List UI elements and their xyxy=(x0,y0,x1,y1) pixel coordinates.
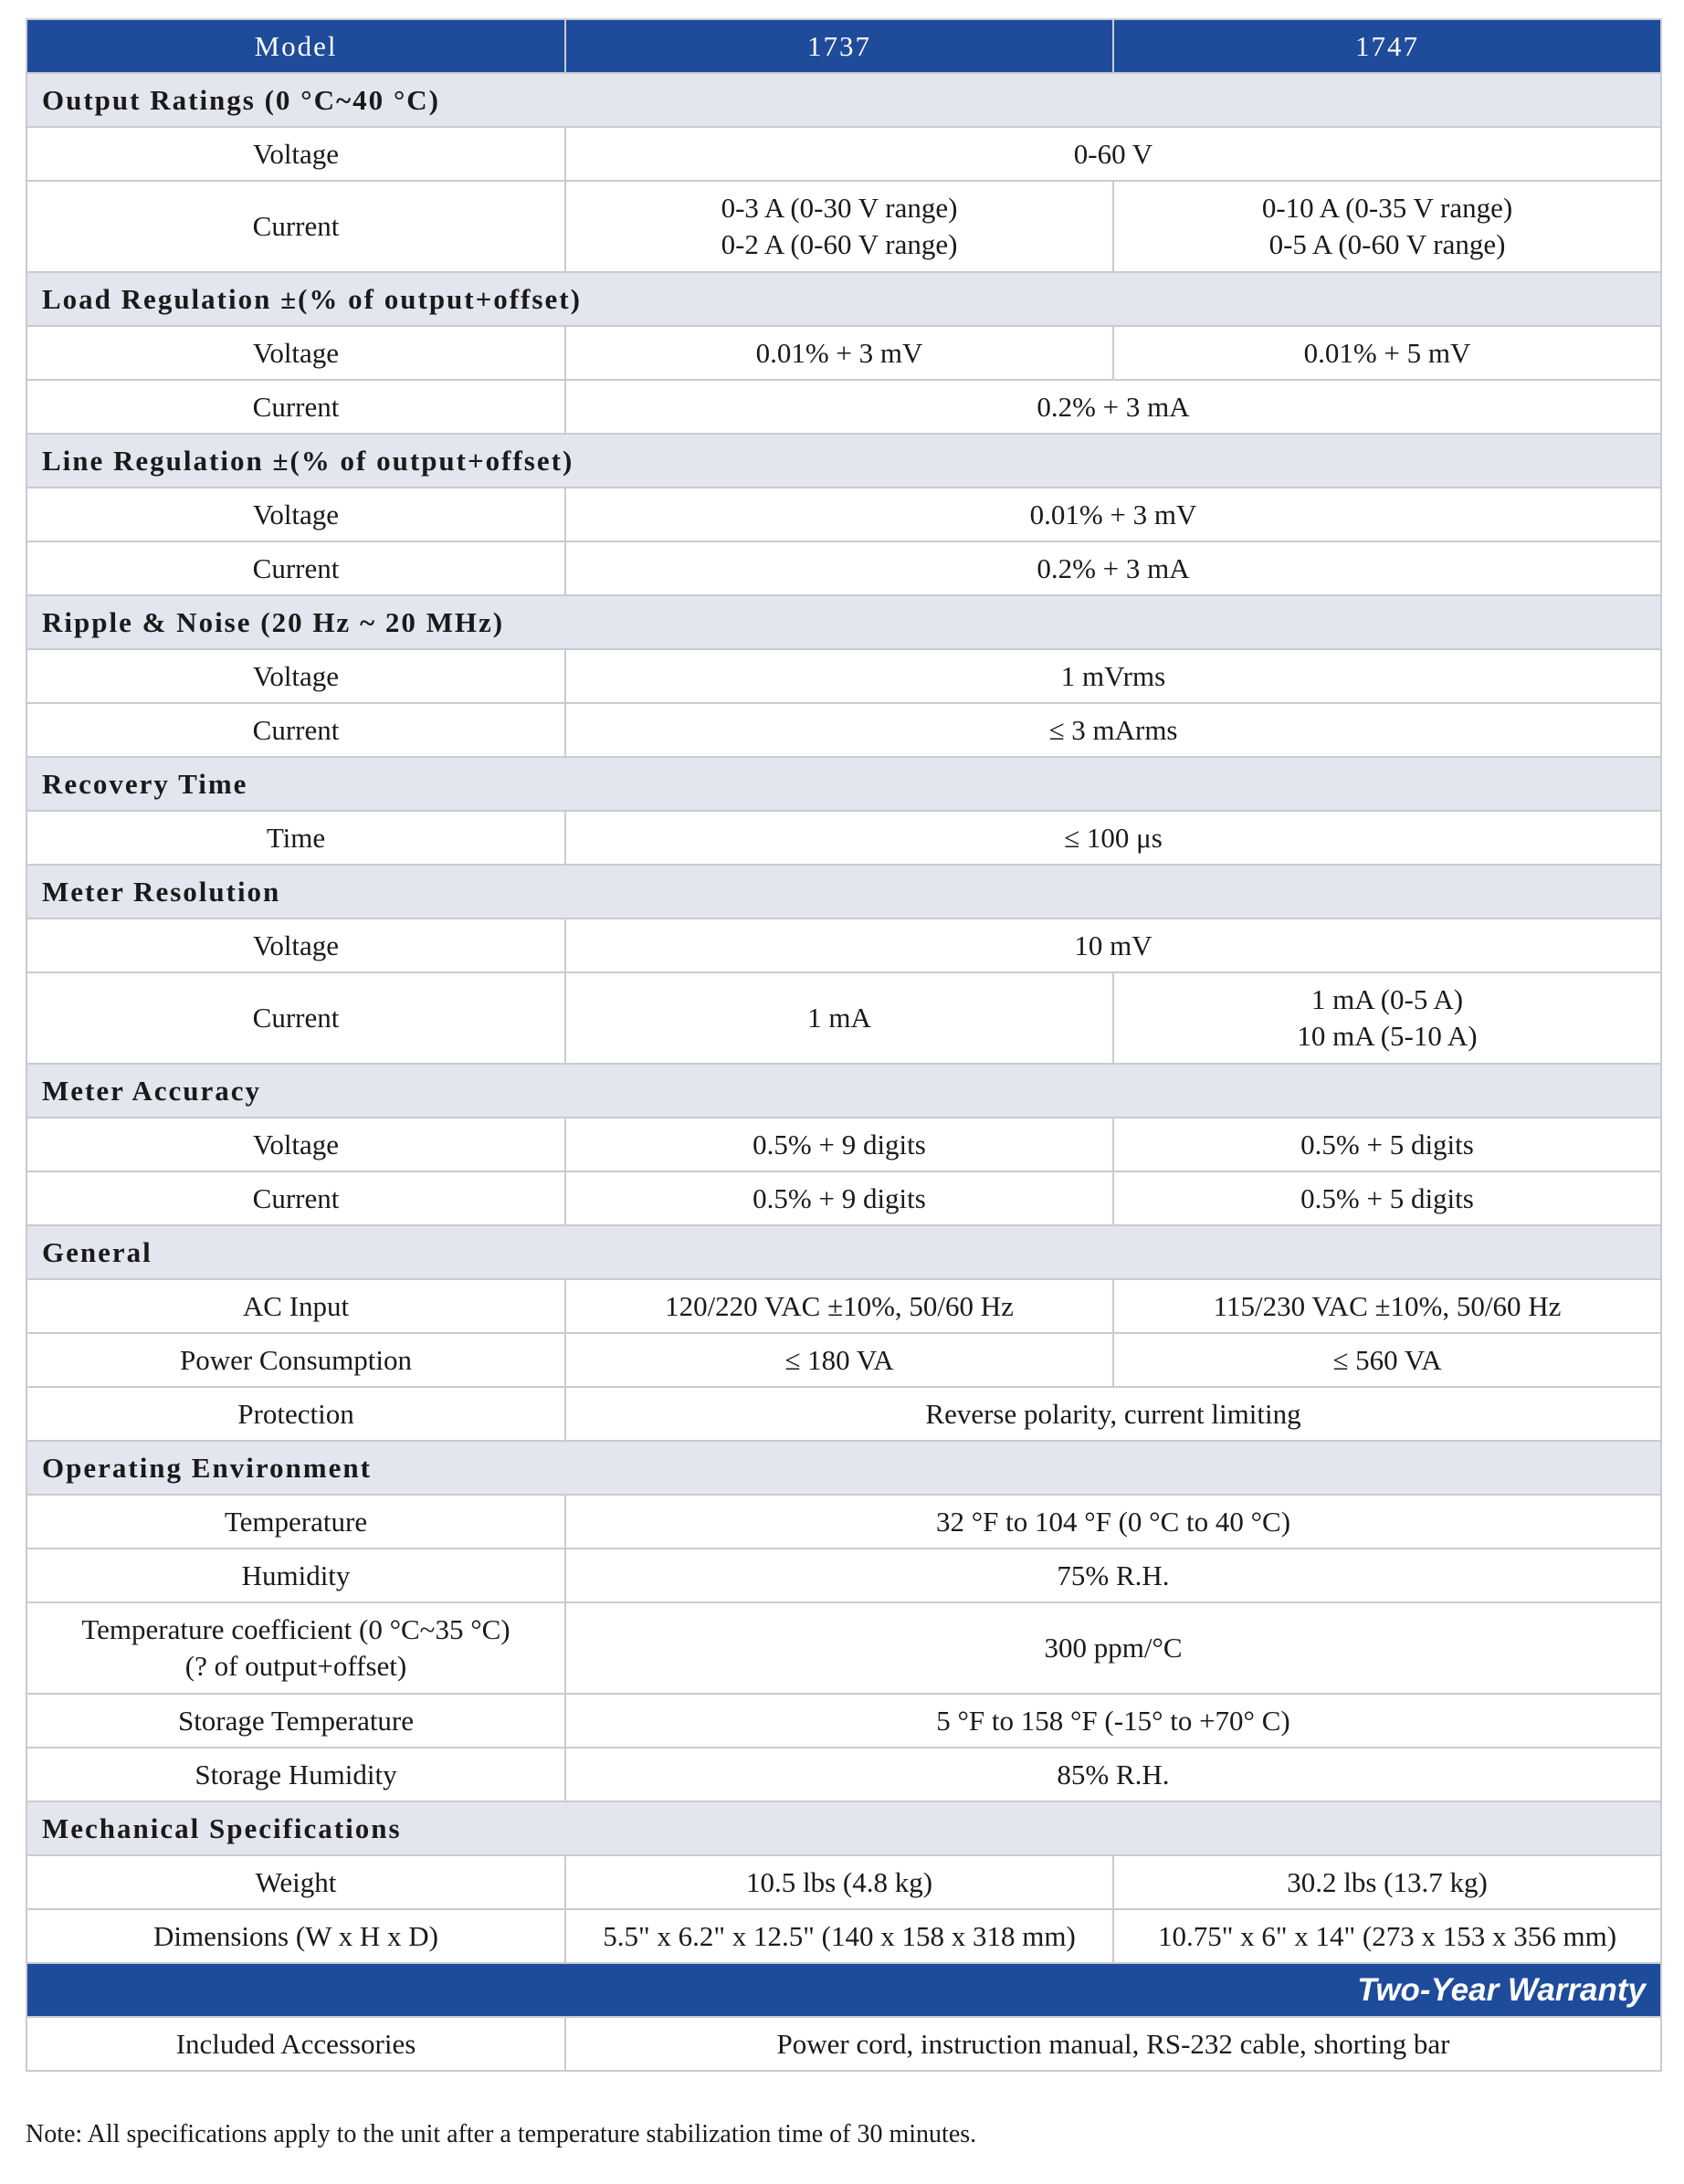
table-row xyxy=(26,1387,1661,1441)
section-mechanical xyxy=(26,1801,1661,1855)
cell-1737: 0.5% + 9 digits xyxy=(565,1118,1113,1171)
table-row xyxy=(26,1495,1661,1549)
section-title: Output Ratings (0 °C~40 °C) xyxy=(26,73,1661,127)
table-row xyxy=(26,2017,1661,2071)
cell-line: 0-2 A (0-60 V range) xyxy=(721,228,958,260)
row-label: Voltage xyxy=(26,1118,565,1171)
cell-1747: 0.5% + 5 digits xyxy=(1113,1118,1661,1171)
cell-1747 xyxy=(1113,972,1661,1064)
section-title: Meter Resolution xyxy=(26,865,1661,919)
table-row xyxy=(26,972,1661,1064)
warranty-row xyxy=(26,1963,1661,2017)
cell-1747: 0.01% + 5 mV xyxy=(1113,326,1661,380)
cell-1747: 30.2 lbs (13.7 kg) xyxy=(1113,1855,1661,1909)
cell-line: 10 mA (5-10 A) xyxy=(1297,1020,1478,1052)
section-recovery-time xyxy=(26,757,1661,811)
table-row xyxy=(26,1549,1661,1602)
row-label: Storage Temperature xyxy=(26,1694,565,1748)
row-label: Dimensions (W x H x D) xyxy=(26,1909,565,1963)
cell-value: 0-60 V xyxy=(565,127,1661,181)
row-label: Current xyxy=(26,380,565,434)
cell-1747: 115/230 VAC ±10%, 50/60 Hz xyxy=(1113,1279,1661,1333)
cell-1737: 0.5% + 9 digits xyxy=(565,1171,1113,1225)
row-label: Temperature xyxy=(26,1495,565,1549)
row-label-line: Temperature coefficient (0 °C~35 °C) xyxy=(81,1613,510,1645)
table-row xyxy=(26,488,1661,541)
section-title: Mechanical Specifications xyxy=(26,1801,1661,1855)
cell-value: Reverse polarity, current limiting xyxy=(565,1387,1661,1441)
row-label: Weight xyxy=(26,1855,565,1909)
cell-value: 1 mVrms xyxy=(565,649,1661,703)
cell-value: 300 ppm/°C xyxy=(565,1602,1661,1694)
section-load-regulation xyxy=(26,272,1661,326)
footnote: Note: All specifications apply to the unit after a temperature stabilization time of 30 minutes. xyxy=(26,2120,977,2148)
cell-value: Power cord, instruction manual, RS-232 cable, shorting bar xyxy=(565,2017,1661,2071)
row-label: Current xyxy=(26,703,565,757)
row-label xyxy=(26,1602,565,1694)
row-label: Included Accessories xyxy=(26,2017,565,2071)
cell-line: 1 mA (0-5 A) xyxy=(1310,983,1464,1015)
section-title: Recovery Time xyxy=(26,757,1661,811)
row-label: Protection xyxy=(26,1387,565,1441)
table-row xyxy=(26,181,1661,272)
section-general xyxy=(26,1225,1661,1279)
cell-value: 32 °F to 104 °F (0 °C to 40 °C) xyxy=(565,1495,1661,1549)
table-row xyxy=(26,380,1661,434)
table-row xyxy=(26,1602,1661,1694)
row-label-line: (? of output+offset) xyxy=(184,1650,407,1682)
cell-1747: 0.5% + 5 digits xyxy=(1113,1171,1661,1225)
table-row xyxy=(26,1748,1661,1801)
row-label: Voltage xyxy=(26,649,565,703)
section-meter-resolution xyxy=(26,865,1661,919)
table-row xyxy=(26,1279,1661,1333)
cell-line: 0-10 A (0-35 V range) xyxy=(1261,192,1513,224)
cell-line: 0-5 A (0-60 V range) xyxy=(1268,228,1506,260)
section-output-ratings xyxy=(26,73,1661,127)
row-label: Storage Humidity xyxy=(26,1748,565,1801)
cell-1747 xyxy=(1113,181,1661,272)
row-label: Current xyxy=(26,1171,565,1225)
cell-value: 10 mV xyxy=(565,919,1661,972)
cell-value: 85% R.H. xyxy=(565,1748,1661,1801)
table-row xyxy=(26,1855,1661,1909)
table-row xyxy=(26,541,1661,595)
row-label: Current xyxy=(26,181,565,272)
section-line-regulation xyxy=(26,434,1661,488)
row-label: Voltage xyxy=(26,127,565,181)
section-ripple-noise xyxy=(26,595,1661,649)
cell-1737: ≤ 180 VA xyxy=(565,1333,1113,1387)
cell-1737: 10.5 lbs (4.8 kg) xyxy=(565,1855,1113,1909)
section-meter-accuracy xyxy=(26,1064,1661,1118)
cell-value: ≤ 3 mArms xyxy=(565,703,1661,757)
row-label: Humidity xyxy=(26,1549,565,1602)
table-row xyxy=(26,1694,1661,1748)
cell-1737: 1 mA xyxy=(565,972,1113,1064)
cell-value: 0.2% + 3 mA xyxy=(565,541,1661,595)
cell-value: 5 °F to 158 °F (-15° to +70° C) xyxy=(565,1694,1661,1748)
cell-value: 0.2% + 3 mA xyxy=(565,380,1661,434)
section-title: Load Regulation ±(% of output+offset) xyxy=(26,272,1661,326)
spec-table xyxy=(26,18,1662,2072)
row-label: AC Input xyxy=(26,1279,565,1333)
table-row xyxy=(26,703,1661,757)
cell-1737: 5.5" x 6.2" x 12.5" (140 x 158 x 318 mm) xyxy=(565,1909,1113,1963)
table-row xyxy=(26,1909,1661,1963)
table-row xyxy=(26,326,1661,380)
model-1737-header: 1737 xyxy=(565,19,1113,73)
cell-1747: ≤ 560 VA xyxy=(1113,1333,1661,1387)
section-title: General xyxy=(26,1225,1661,1279)
warranty-banner: Two-Year Warranty xyxy=(26,1963,1661,2017)
row-label: Voltage xyxy=(26,488,565,541)
table-row xyxy=(26,649,1661,703)
table-row xyxy=(26,919,1661,972)
section-operating-environment xyxy=(26,1441,1661,1495)
section-title: Operating Environment xyxy=(26,1441,1661,1495)
table-row xyxy=(26,1333,1661,1387)
row-label: Time xyxy=(26,811,565,865)
row-label: Current xyxy=(26,972,565,1064)
table-row xyxy=(26,1118,1661,1171)
table-row xyxy=(26,127,1661,181)
table-row xyxy=(26,811,1661,865)
section-title: Meter Accuracy xyxy=(26,1064,1661,1118)
cell-value: 0.01% + 3 mV xyxy=(565,488,1661,541)
model-header: Model xyxy=(26,19,565,73)
row-label: Current xyxy=(26,541,565,595)
model-1747-header: 1747 xyxy=(1113,19,1661,73)
row-label: Voltage xyxy=(26,919,565,972)
cell-1737 xyxy=(565,181,1113,272)
row-label: Voltage xyxy=(26,326,565,380)
cell-1737: 120/220 VAC ±10%, 50/60 Hz xyxy=(565,1279,1113,1333)
cell-value: ≤ 100 μs xyxy=(565,811,1661,865)
table-row xyxy=(26,1171,1661,1225)
row-label: Power Consumption xyxy=(26,1333,565,1387)
header-row xyxy=(26,19,1661,73)
cell-1747: 10.75" x 6" x 14" (273 x 153 x 356 mm) xyxy=(1113,1909,1661,1963)
section-title: Ripple & Noise (20 Hz ~ 20 MHz) xyxy=(26,595,1661,649)
cell-line: 0-3 A (0-30 V range) xyxy=(721,192,958,224)
cell-value: 75% R.H. xyxy=(565,1549,1661,1602)
section-title: Line Regulation ±(% of output+offset) xyxy=(26,434,1661,488)
cell-1737: 0.01% + 3 mV xyxy=(565,326,1113,380)
